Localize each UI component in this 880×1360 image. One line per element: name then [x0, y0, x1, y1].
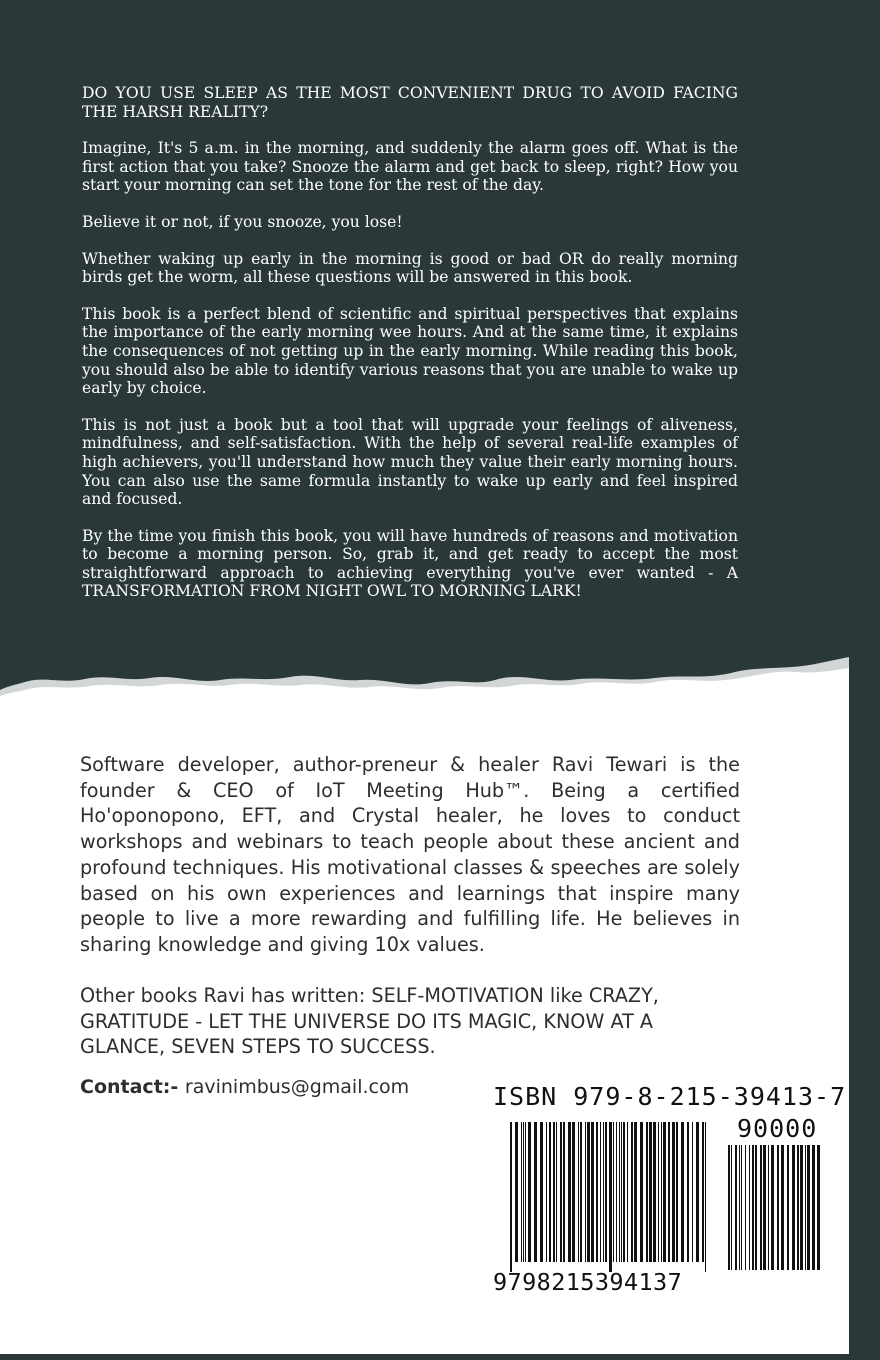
barcode-bar	[702, 1122, 704, 1262]
author-bio: Software developer, author-preneur & healer Ravi Tewari is the founder & CEO of IoT Meeting Hub™. Being a certified Ho'oponopono, EFT, and Crystal healer, he loves to conduct workshops and webinars to teach people about these ancient and profound techniques. His motivational classes & speeches are solely based on his own experiences and learnings that inspire many people to live a more rewarding and fulfilling life. He believes in sharing knowledge and giving 10x values.	[80, 753, 740, 956]
blurb-paragraph: This is not just a book but a tool that will upgrade your feelings of aliveness, mindfulness, and self-satisfaction. With the help of several real-life examples of high achievers, you'll understand how much they value their early morning hours. You can also use the same formula instantly to wake up early and feel inspired and focused.	[82, 415, 738, 509]
barcode-bar	[771, 1145, 774, 1270]
barcode-bar	[578, 1122, 579, 1262]
addon-barcode	[726, 1145, 824, 1270]
barcode-bar	[777, 1145, 779, 1270]
barcode-bar	[521, 1122, 522, 1262]
barcode-bar	[549, 1122, 551, 1262]
barcode-bar	[653, 1122, 656, 1262]
barcode-bar	[781, 1145, 784, 1270]
barcode-bar	[609, 1122, 612, 1272]
barcode-bar	[553, 1122, 555, 1262]
back-cover-blurb	[82, 84, 738, 619]
barcode-bar	[515, 1122, 518, 1262]
barcode-bar	[676, 1122, 678, 1262]
barcode-bar	[749, 1145, 750, 1270]
barcode-bar	[658, 1122, 659, 1262]
barcode-bar	[681, 1122, 684, 1262]
isbn-label: ISBN 979-8-215-39413-7	[493, 1082, 847, 1111]
barcode-bar	[528, 1122, 531, 1262]
barcode-bar	[739, 1145, 740, 1270]
barcode-bar	[572, 1122, 575, 1262]
barcode-bar	[587, 1122, 590, 1262]
barcode-bar	[763, 1145, 766, 1270]
barcode-bar	[596, 1122, 598, 1262]
barcode-bar	[568, 1122, 571, 1262]
barcode-bar	[787, 1145, 789, 1270]
barcode-bar	[510, 1122, 512, 1272]
blurb-headline: DO YOU USE SLEEP AS THE MOST CONVENIENT DRUG TO AVOID FACING THE HARSH REALITY?	[82, 84, 738, 121]
torn-paper-edge	[0, 650, 880, 730]
barcode-bar	[817, 1145, 820, 1270]
barcode-bar	[692, 1122, 693, 1262]
barcode-bar	[640, 1122, 643, 1262]
blurb-paragraph: Believe it or not, if you snooze, you lose!	[82, 212, 403, 231]
barcode-bar	[741, 1145, 742, 1270]
barcode-bar	[768, 1145, 769, 1270]
barcode-bar	[540, 1122, 543, 1262]
barcode-bar	[616, 1122, 617, 1262]
barcode-bar	[560, 1122, 562, 1262]
barcode-bar	[627, 1122, 628, 1262]
barcode-bar	[603, 1122, 604, 1262]
ean-digits: 9798215394137	[493, 1268, 683, 1296]
barcode-bar	[755, 1145, 757, 1270]
cover-dark-side-edge	[849, 700, 880, 1360]
barcode-bar	[621, 1122, 622, 1262]
barcode-bar	[696, 1122, 699, 1262]
blurb-paragraph: Imagine, It's 5 a.m. in the morning, and suddenly the alarm goes off. What is the first action that you take? Snooze the alarm and get back to sleep, right? How you start your morning can set the tone for the rest of the day.	[82, 139, 738, 195]
ean-barcode	[508, 1122, 710, 1272]
barcode-bar	[663, 1122, 666, 1262]
cover-dark-bottom-edge	[0, 1354, 880, 1360]
barcode-bar	[534, 1122, 537, 1262]
barcode-bar	[745, 1145, 746, 1270]
barcode-bar	[525, 1122, 526, 1262]
blurb-paragraph: By the time you finish this book, you will have hundreds of reasons and motivation to become a morning person. So, grab it, and get ready to accept the most straightforward approach to achieving everything you've ever wanted - A TRANSFORMATION FROM NIGHT OWL TO MORNING LARK!	[82, 526, 738, 601]
barcode-bar	[672, 1122, 675, 1262]
barcode-bar	[731, 1145, 732, 1270]
barcode-bar	[661, 1122, 662, 1262]
barcode-bar	[752, 1145, 754, 1270]
barcode-bar	[807, 1145, 810, 1270]
barcode-bar	[800, 1145, 803, 1270]
barcode-bar	[619, 1122, 620, 1262]
barcode-bar	[687, 1122, 689, 1262]
barcode-bar	[792, 1145, 795, 1270]
barcode-bar	[591, 1122, 594, 1262]
addon-number: 90000	[737, 1114, 818, 1143]
barcode-bar	[705, 1122, 706, 1272]
barcode-bar	[668, 1122, 670, 1262]
barcode-bar	[580, 1122, 582, 1262]
contact-label: Contact:-	[80, 1076, 179, 1098]
barcode-bar	[546, 1122, 547, 1262]
barcode-bar	[563, 1122, 565, 1262]
barcode-bar	[623, 1122, 625, 1262]
barcode-bar	[634, 1122, 637, 1262]
other-books: Other books Ravi has written: SELF-MOTIVATION like CRAZY, GRATITUDE - LET THE UNIVERSE DO ITS MAGIC, KNOW AT A GLANCE, SEVEN STEPS TO SUCCESS.	[80, 984, 659, 1059]
contact-email: ravinimbus@gmail.com	[184, 1076, 410, 1098]
barcode-bar	[805, 1145, 806, 1270]
barcode-bar	[605, 1122, 607, 1262]
barcode-bar	[735, 1145, 737, 1270]
barcode-bar	[631, 1122, 633, 1262]
contact-line	[80, 1076, 409, 1098]
barcode-bar	[646, 1122, 648, 1262]
barcode-bar	[760, 1145, 762, 1270]
barcode-bar	[613, 1122, 614, 1262]
barcode-bar	[728, 1145, 730, 1270]
blurb-paragraph: This book is a perfect blend of scientific and spiritual perspectives that explains the importance of the early morning wee hours. And at the same time, it explains the consequences of not getting up in the early morning. While reading this book, you should also be able to identify various reasons that you are unable to wake up early by choice.	[82, 304, 738, 398]
barcode-bar	[797, 1145, 799, 1270]
barcode-bar	[523, 1122, 524, 1262]
barcode-bar	[649, 1122, 652, 1262]
barcode-bar	[585, 1122, 586, 1262]
blurb-paragraph: Whether waking up early in the morning is good or bad OR do really morning birds get the worm, all these questions will be answered in this book.	[82, 249, 738, 287]
barcode-bar	[812, 1145, 815, 1270]
barcode-bar	[556, 1122, 557, 1262]
barcode-bar	[600, 1122, 601, 1262]
